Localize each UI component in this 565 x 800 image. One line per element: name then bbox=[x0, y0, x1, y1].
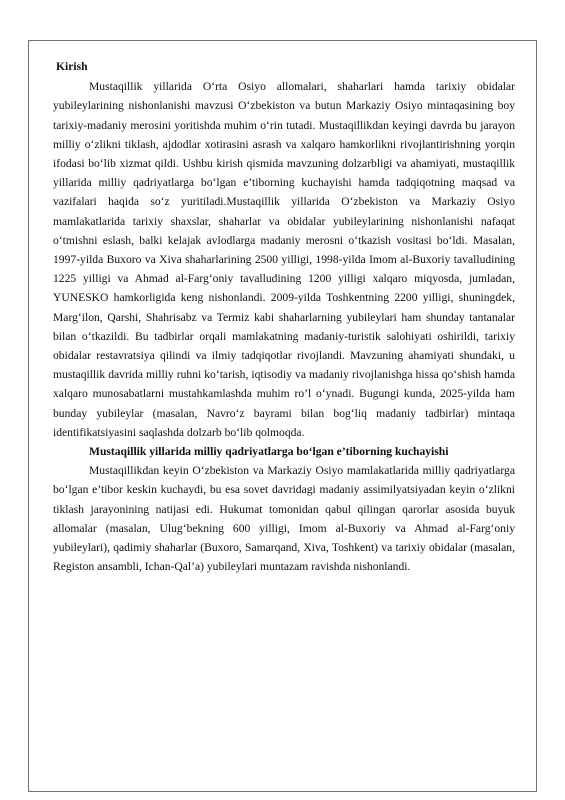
intro-heading: Kirish bbox=[56, 60, 88, 73]
section-heading: Mustaqillik yillarida milliy qadriyatlarga bo‘lgan e’tiborning kuchayishi bbox=[89, 445, 449, 459]
document-body bbox=[53, 57, 515, 576]
section-paragraph: Mustaqillikdan keyin O‘zbekiston va Markaziy Osiyo mamlakatlarida milliy qadriyatlarga bo‘lgan e’tibor keskin kuchaydi, bu esa sovet davridagi madaniy assimilyatsiyadan keyin o‘zlikni tiklash jarayonining natijasi edi. Hukumat tomonidan qabul qilingan qarorlar asosida buyuk allomalar (masalan, Ulug‘bekning 600 yilligi, Imom al-Buxoriy va Ahmad al-Farg‘oniy yubileylari), qadimiy shaharlar (Buxoro, Samarqand, Xiva, Toshkent) va tarixiy obidalar (masalan, Registon ansambli, Ichan-Qal’a) yubileylari muntazam ravishda nishonlandi. bbox=[53, 464, 515, 574]
intro-paragraph: Mustaqillik yillarida O‘rta Osiyo allomalari, shaharlari hamda tarixiy obidalar yubileylarining nishonlanishi mavzusi O‘zbekiston va butun Markaziy Osiyo mintaqasining boy tarixiy-madaniy merosini yoritishda muhim o‘rin tutadi. Mustaqillikdan keyingi davrda bu jarayon milliy o‘zlikni tiklash, ajdodlar xotirasini asrash va xalqaro hamkorlikni rivojlantirishning yorqin ifodasi bo‘lib xizmat qildi. Ushbu kirish qismida mavzuning dolzarbligi va ahamiyati, mustaqillik yillarida milliy qadriyatlarga bo‘lgan e’tiborning kuchayishi hamda tadqiqotning maqsad va vazifalari haqida so‘z yuritiladi.Mustaqillik yillarida O‘zbekiston va Markaziy Osiyo mamlakatlarida tarixiy shaxslar, shaharlar va obidalar yubileylarining nishonlanishi nafaqat o‘tmishni eslash, balki kelajak avlodlarga madaniy merosni o‘tkazish vositasi bo‘ldi. Masalan, 1997-yilda Buxoro va Xiva shaharlarining 2500 yilligi, 1998-yilda Imom al-Buxoriy tavalludining 1225 yilligi va Ahmad al-Farg‘oniy tavalludining 1200 yilligi xalqaro miqyosda, jumladan, YUNESKO hamkorligida keng nishonlandi. 2009-yilda Toshkentning 2200 yilligi, shuningdek, Marg‘ilon, Qarshi, Shahrisabz va Termiz kabi shaharlarning yubileylari ham shunday tantanalar bilan o‘tkazildi. Bu tadbirlar orqali mamlakatning madaniy-turistik salohiyati oshirildi, tarixiy obidalar restavratsiya qilindi va ilmiy tadqiqotlar rivojlandi. Mavzuning ahamiyati shundaki, u mustaqillik davrida milliy ruhni ko‘tarish, iqtisodiy va madaniy rivojlanishga hissa qo‘shish hamda xalqaro munosabatlarni mustahkamlashda muhim ro’l o‘ynadi. Bugungi kunda, 2025-yilda ham bunday yubileylar (masalan, Navro‘z bayrami bilan bog‘liq madaniy tadbirlar) mintaqa identifikatsiyasini saqlashda dolzarb bo‘lib qolmoqda. bbox=[53, 80, 515, 439]
